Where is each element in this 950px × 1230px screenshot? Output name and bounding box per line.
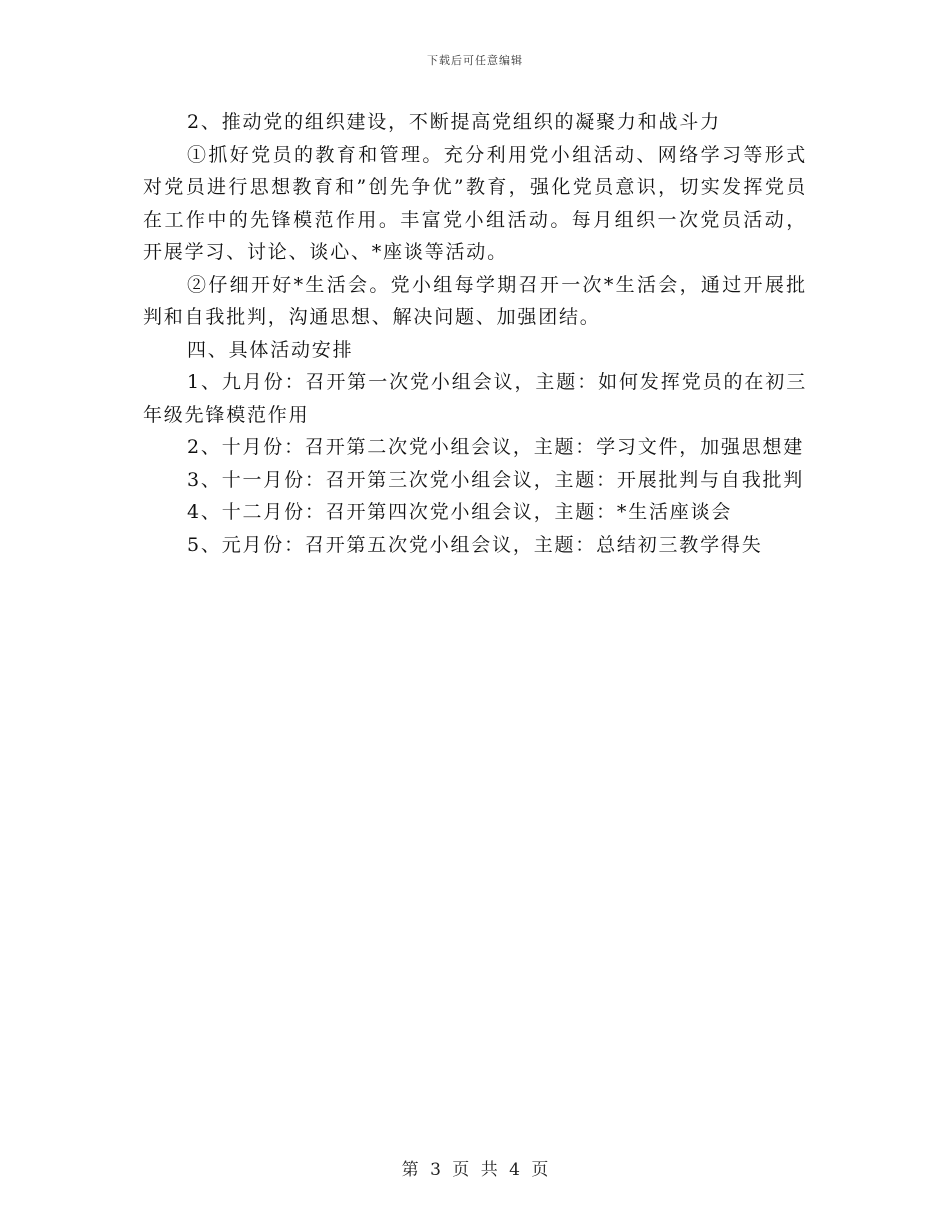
- document-body: [143, 106, 807, 561]
- schedule-item-january: 5、元月份：召开第五次党小组会议，主题：总结初三教学得失: [187, 533, 763, 556]
- section-heading-activity-schedule: 四、具体活动安排: [187, 338, 354, 361]
- schedule-item-december: 4、十二月份：召开第四次党小组会议，主题：*生活座谈会: [187, 501, 733, 523]
- paragraph-party-building: 2、推动党的组织建设，不断提高党组织的凝聚力和战斗力: [187, 111, 721, 133]
- schedule-item-september: 1、九月份：召开第一次党小组会议，主题：如何发挥党员的在初三年级先锋模范作用: [143, 371, 807, 426]
- paragraph-education-management: ①抓好党员的教育和管理。充分利用党小组活动、网络学习等形式对党员进行思想教育和”创先争优”教育，强化党员意识，切实发挥党员在工作中的先锋模范作用。丰富党小组活动。每月组织一次党员活动，开展学习、讨论、谈心、*座谈等活动。: [143, 143, 807, 263]
- page-header: 下载后可任意编辑: [427, 54, 523, 67]
- page-number-footer: 第 3 页 共 4 页: [401, 1160, 549, 1180]
- schedule-item-november: 3、十一月份：召开第三次党小组会议，主题：开展批判与自我批判: [187, 468, 805, 491]
- schedule-item-october: 2、十月份：召开第二次党小组会议，主题：学习文件，加强思想建: [187, 436, 805, 458]
- paragraph-life-meeting: ②仔细开好*生活会。党小组每学期召开一次*生活会，通过开展批判和自我批判，沟通思想、解决问题、加强团结。: [143, 273, 807, 328]
